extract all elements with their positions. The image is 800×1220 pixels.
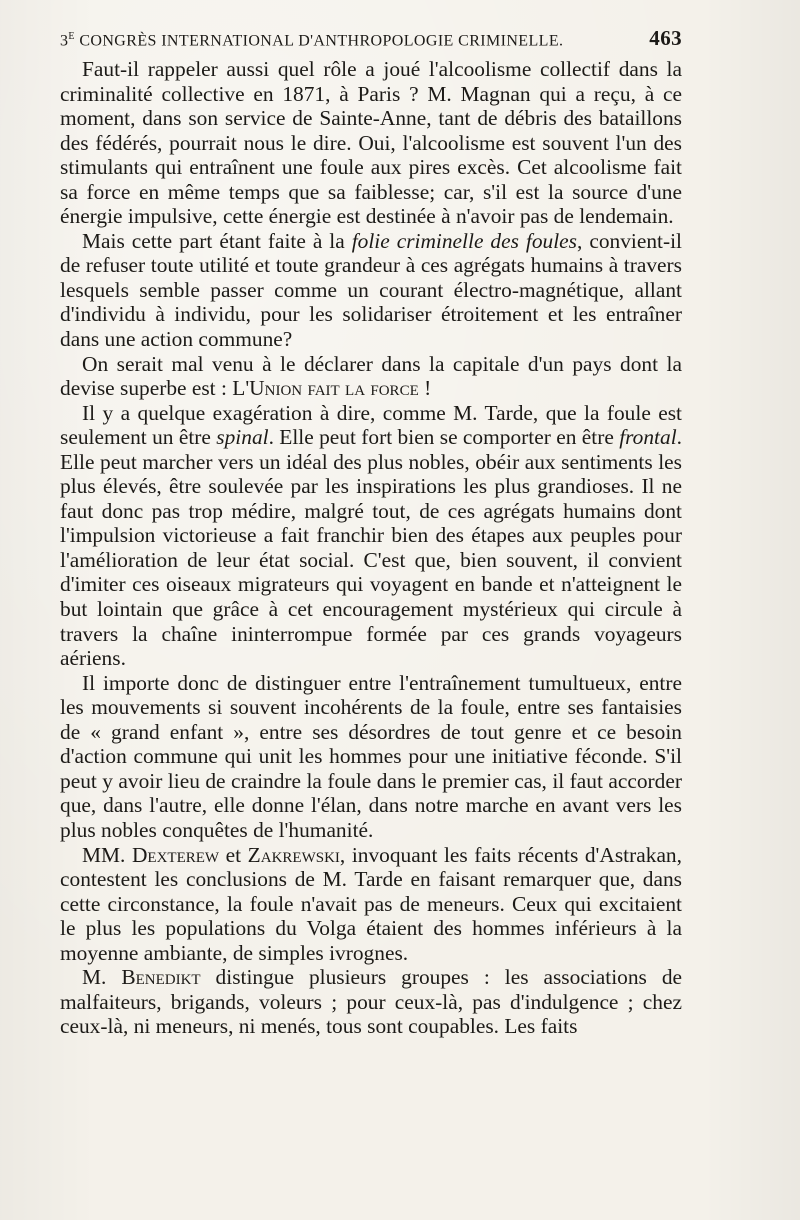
congress-ordinal-suffix: E	[68, 30, 75, 42]
running-header-title	[60, 31, 563, 50]
page-number: 463	[649, 26, 682, 50]
paragraph-alcoolisme: Faut-il rappeler aussi quel rôle a joué l'alcoolisme collectif dans la criminalité collective en 1871, à Paris ? M. Magnan qui a reçu, à ce moment, dans son service de Sainte-Anne, tant de débris des bataillons des fédérés, pourrait nous le dire. Oui, l'alcoolisme est souvent l'un des stimulants qui entraînent une foule aux pires excès. Cet alcoolisme fait sa force en même temps que sa faiblesse; car, s'il est la source d'une énergie impulsive, cette énergie est destinée à n'avoir pas de lendemain.	[60, 57, 682, 229]
text-run: Il y a quelque exagération à dire, comme M. Tarde, que la foule est seulement un être	[60, 400, 682, 450]
paragraph-tarde	[60, 401, 682, 671]
author-name-small-caps: Zakrewski	[247, 842, 340, 867]
text-run: , invoquant les faits récents d'Astrakan, contestent les conclusions de M. Tarde en faisant remarquer que, dans cette circonstance, la foule n'avait pas de meneurs. Ceux qui excitaient le plus les populations du Volga étaient des hommes inférieurs à la moyenne ambiante, de simples ivrognes.	[60, 842, 682, 965]
paragraph-astrakan	[60, 843, 682, 966]
paragraph-devise	[60, 352, 682, 401]
author-name-small-caps: Benedikt	[121, 965, 201, 990]
motto-small-caps: L'Union fait la force	[232, 376, 419, 401]
running-header	[60, 26, 682, 51]
text-run: Mais cette part étant faite à la	[82, 228, 352, 253]
text-run: . Elle peut marcher vers un idéal des plus nobles, obéir aux sentiments les plus élevés, être soulevée par les inspirations les plus grandioses. Il ne faut donc pas trop médire, malgré tout, de ces agrégats humains dont l'impulsion victorieuse a fait franchir bien des étapes aux peuples pour l'amélioration de leur état social. C'est que, bien souvent, il convient d'imiter ces oiseaux migrateurs qui voyagent en bande et n'atteignent le but lointain que grâce à cet encouragement mystérieux qui circule à travers la chaîne ininterrompue formée par ces grands voyageurs aériens.	[60, 425, 682, 671]
paragraph-benedikt	[60, 965, 682, 1039]
text-run: distingue plusieurs groupes : les associations de malfaiteurs, brigands, voleurs ; pour ceux-là, pas d'indulgence ; chez ceux-là, ni meneurs, ni menés, tous sont coupables. Les faits	[60, 965, 683, 1039]
italic-word: frontal	[619, 425, 677, 450]
congress-ordinal: 3	[60, 32, 69, 49]
body-text	[60, 57, 682, 1039]
text-run: , convient-il de refuser toute utilité et toute grandeur à ces agrégats humains à travers lesquels semble passer comme un courant électro-magnétique, allant d'individu à individu, pour les solidariser étroitement et les entraîner dans une action commune?	[60, 228, 682, 352]
italic-phrase: folie criminelle des foules	[351, 228, 577, 253]
text-run: On serait mal venu à le déclarer dans la capitale d'un pays dont la devise superbe est :	[60, 351, 682, 401]
author-name-small-caps: Dexterew	[131, 842, 220, 867]
text-run: MM.	[82, 842, 132, 867]
text-run: . Elle peut fort bien se comporter en être	[268, 425, 620, 450]
paragraph-distinguer: Il importe donc de distinguer entre l'entraînement tumultueux, entre les mouvements si souvent incohérents de la foule, entre ses fantaisies de « grand enfant », entre ses désordres de tout genre et ce besoin d'action commune qui unit les hommes pour une initiative féconde. S'il peut y avoir lieu de craindre la foule dans le premier cas, il faut accorder que, dans l'autre, elle donne l'élan, dans notre marche en avant vers les plus nobles conquêtes de l'humanité.	[60, 670, 682, 842]
text-run: M.	[82, 965, 122, 990]
running-header-text: CONGRÈS INTERNATIONAL D'ANTHROPOLOGIE CRIMINELLE.	[79, 32, 564, 49]
text-run: !	[418, 376, 432, 401]
italic-word: spinal	[216, 425, 269, 450]
text-run: et	[219, 842, 248, 867]
paragraph-folie-criminelle	[60, 229, 682, 352]
